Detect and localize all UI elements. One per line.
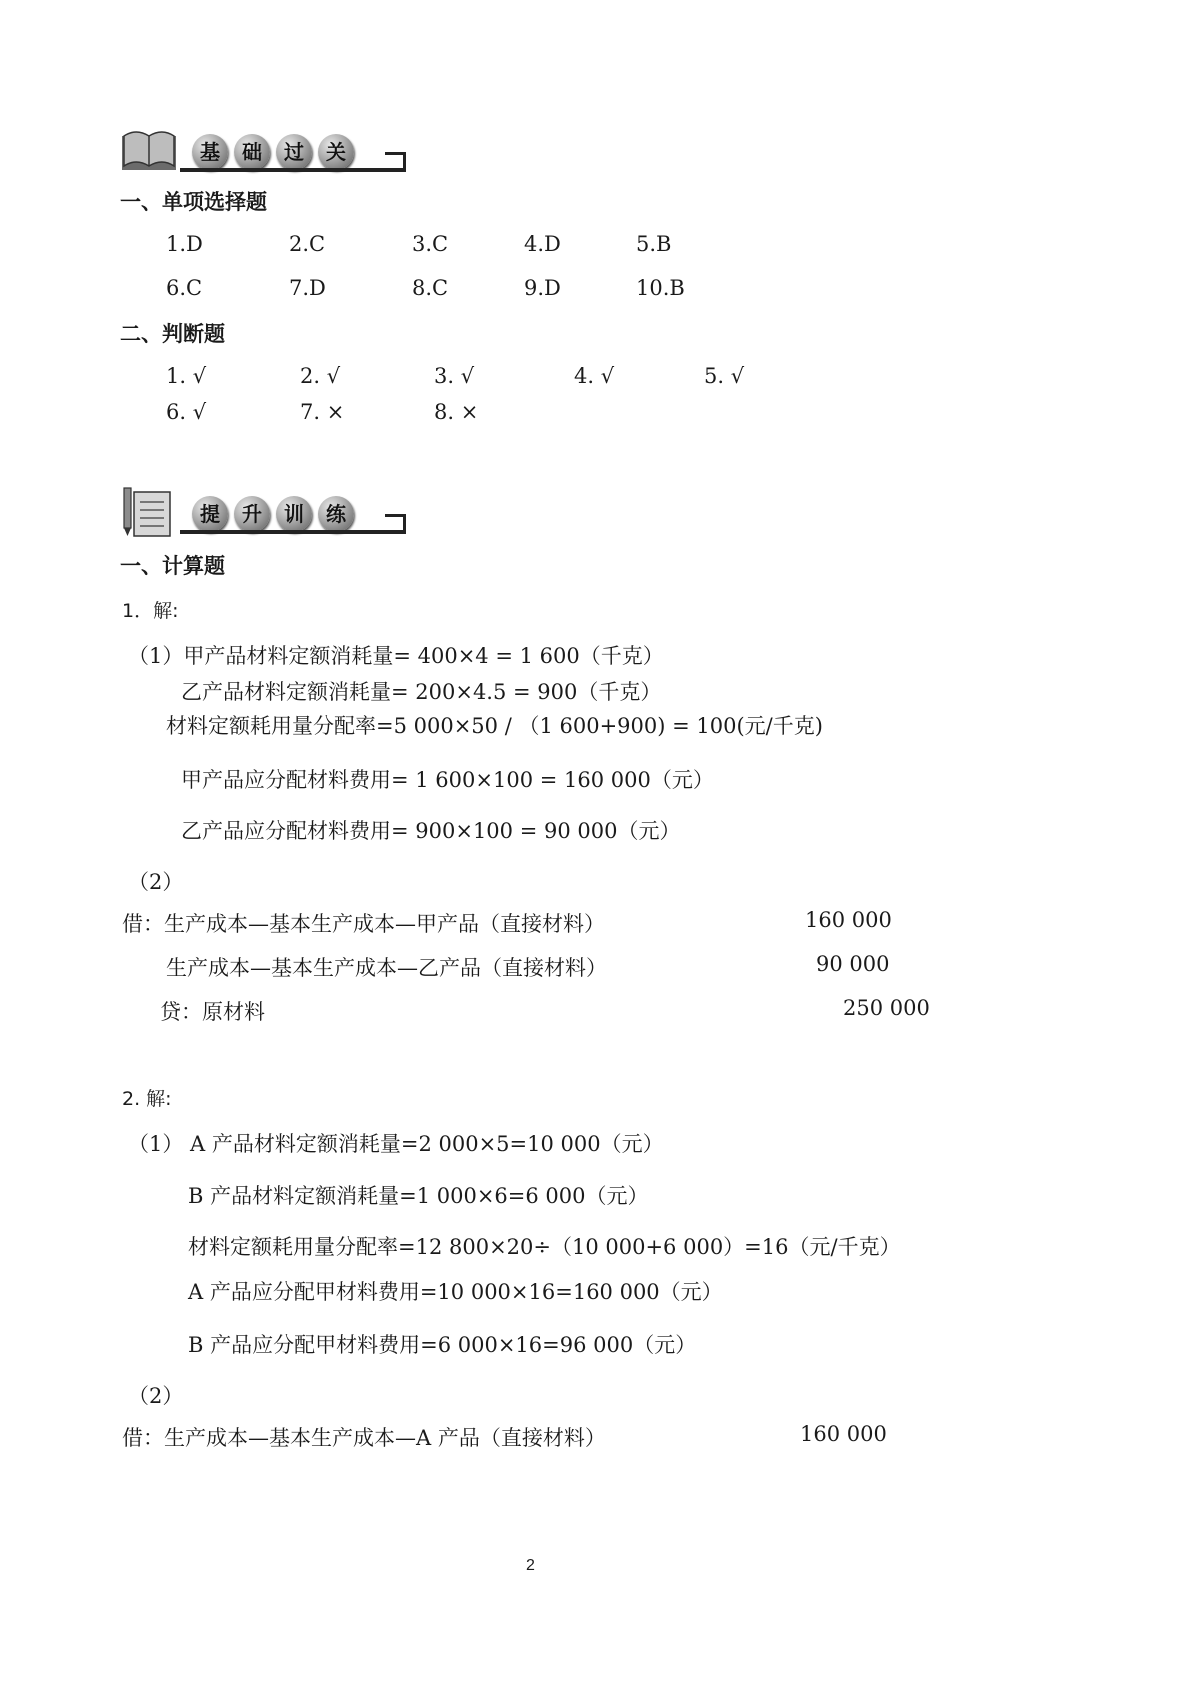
answer-item: 4. √ [574, 364, 615, 388]
answer-item: 10.B [636, 276, 685, 300]
answer-item: 3. √ [434, 364, 475, 388]
journal-entry-amount: 160 000 [805, 908, 892, 932]
journal-entry-text: 生产成本—基本生产成本—乙产品（直接材料） [166, 956, 607, 980]
answer-item: 2. √ [300, 364, 341, 388]
banner-char-1: 提 [192, 496, 228, 532]
q1-line: 材料定额耗用量分配率=5 000×50 / （1 600+900) = 100(元/千克) [166, 714, 823, 738]
banner-hook [385, 152, 405, 155]
answer-item: 5.B [636, 232, 672, 256]
banner-char-2: 础 [234, 134, 270, 170]
journal-entry-amount: 160 000 [800, 1422, 887, 1446]
q2-line: B 产品应分配甲材料费用=6 000×16=96 000（元） [188, 1333, 697, 1357]
answer-item: 8.C [412, 276, 449, 300]
answer-item: 3.C [412, 232, 449, 256]
answer-item: 9.D [524, 276, 561, 300]
answer-item: 7. × [300, 400, 345, 424]
banner-hook [385, 514, 405, 517]
banner-underline [180, 530, 405, 534]
journal-entry-text: 借：生产成本—基本生产成本—甲产品（直接材料） [122, 912, 605, 936]
banner-advanced [120, 484, 420, 544]
page-number: 2 [526, 1557, 535, 1574]
answer-item: 8. × [434, 400, 479, 424]
journal-entry-text: 借：生产成本—基本生产成本—A 产品（直接材料） [122, 1426, 606, 1450]
journal-entry-amount: 250 000 [843, 996, 930, 1020]
q1-part2-label: （2） [128, 870, 184, 894]
banner-underline [180, 168, 405, 172]
answer-item: 2.C [289, 232, 326, 256]
banner-hook-v [403, 152, 406, 172]
answer-item: 5. √ [704, 364, 745, 388]
banner-char-4: 练 [318, 496, 354, 532]
banner-char-1: 基 [192, 134, 228, 170]
answer-item: 6. √ [166, 400, 207, 424]
answer-item: 1. √ [166, 364, 207, 388]
answer-item: 1.D [166, 232, 203, 256]
journal-entry-amount: 90 000 [816, 952, 890, 976]
banner-char-3: 训 [276, 496, 312, 532]
journal-entry-text: 贷：原材料 [160, 1000, 265, 1024]
heading-calculation: 一、计算题 [120, 554, 225, 578]
heading-true-false: 二、判断题 [120, 322, 225, 346]
q1-line: （1）甲产品材料定额消耗量= 400×4 = 1 600（千克） [128, 644, 664, 668]
q1-line: 乙产品应分配材料费用= 900×100 = 90 000（元） [181, 819, 681, 843]
heading-single-choice: 一、单项选择题 [120, 190, 267, 214]
banner-char-2: 升 [234, 496, 270, 532]
banner-basic [120, 122, 420, 182]
q1-label: 1．解: [122, 600, 179, 622]
q2-line: 材料定额耗用量分配率=12 800×20÷（10 000+6 000）=16（元/千克） [188, 1235, 901, 1259]
answer-item: 7.D [289, 276, 326, 300]
q1-line: 甲产品应分配材料费用= 1 600×100 = 160 000（元） [181, 768, 714, 792]
q1-line: 乙产品材料定额消耗量= 200×4.5 = 900（千克） [181, 680, 662, 704]
q2-line: B 产品材料定额消耗量=1 000×6=6 000（元） [188, 1184, 649, 1208]
notepad-pencil-icon [120, 486, 176, 538]
q2-line: （1） A 产品材料定额消耗量=2 000×5=10 000（元） [128, 1132, 664, 1156]
book-icon [120, 126, 178, 172]
banner-hook-v [403, 514, 406, 534]
q2-line: A 产品应分配甲材料费用=10 000×16=160 000（元） [188, 1280, 723, 1304]
answer-item: 4.D [524, 232, 561, 256]
banner-char-4: 关 [318, 134, 354, 170]
q2-part2-label: （2） [128, 1384, 184, 1408]
answer-item: 6.C [166, 276, 203, 300]
banner-char-3: 过 [276, 134, 312, 170]
q2-label: 2. 解: [122, 1088, 172, 1110]
